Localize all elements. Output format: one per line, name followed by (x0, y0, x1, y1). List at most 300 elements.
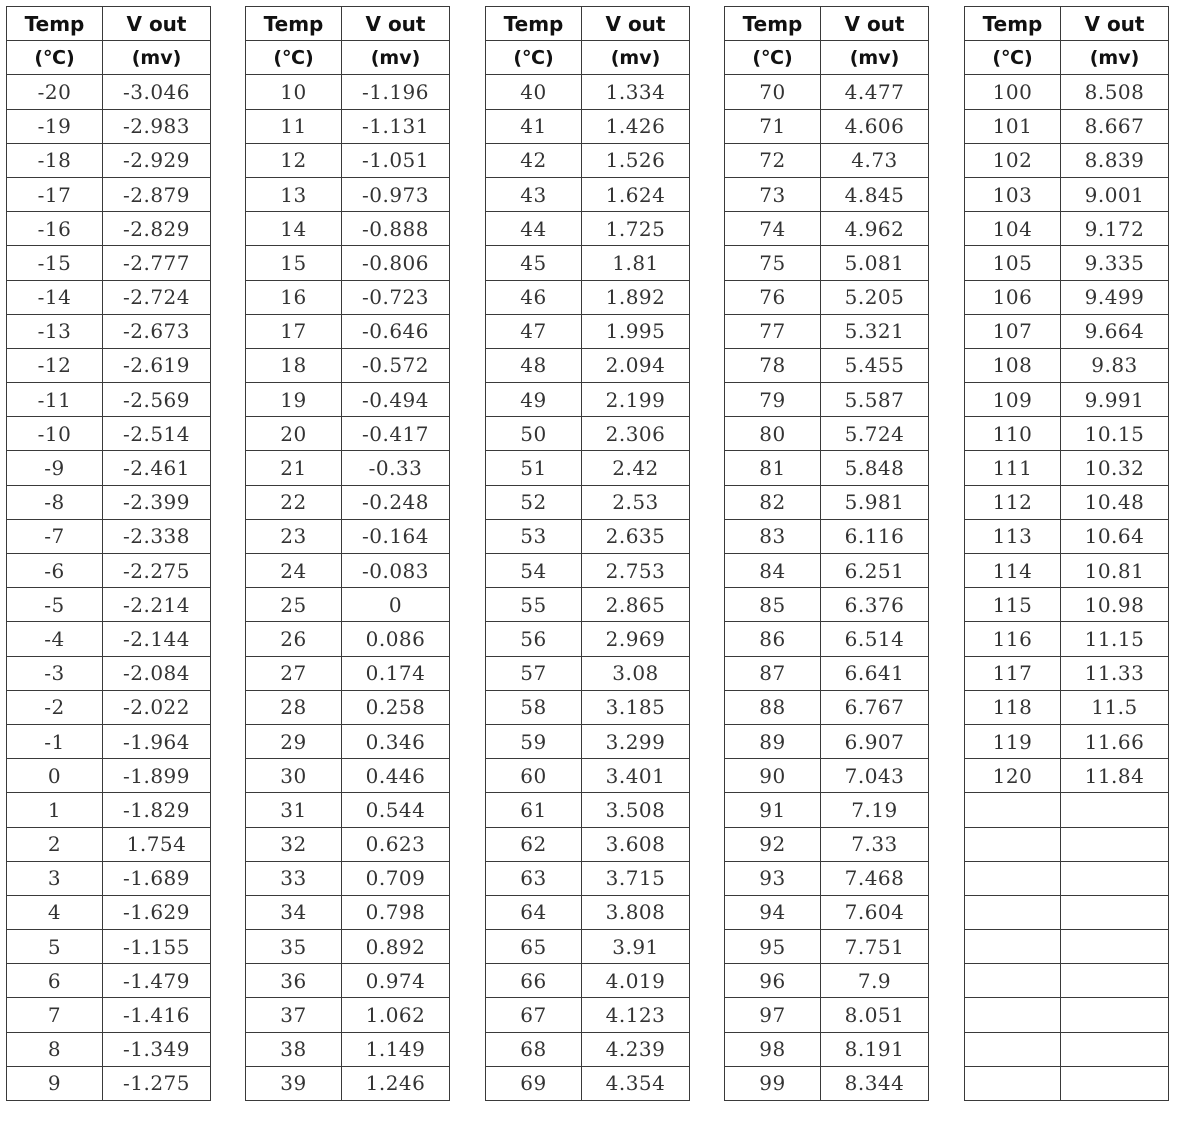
header-row (486, 7, 690, 41)
table-row (486, 964, 690, 998)
temp-cell: 36 (246, 964, 342, 998)
vout-cell: -2.214 (103, 588, 211, 622)
table-row (965, 143, 1169, 177)
table-row (486, 246, 690, 280)
temp-cell (965, 998, 1061, 1032)
vout-cell: -2.514 (103, 417, 211, 451)
temp-unit-header: (℃) (486, 41, 582, 75)
temp-cell: 18 (246, 348, 342, 382)
vout-cell: 3.08 (582, 656, 690, 690)
vout-cell: 5.205 (821, 280, 929, 314)
vout-cell: -0.494 (342, 383, 450, 417)
vout-cell: -1.051 (342, 143, 450, 177)
temp-cell: 24 (246, 554, 342, 588)
vout-cell: -2.777 (103, 246, 211, 280)
table-row (725, 861, 929, 895)
temp-cell: -16 (7, 212, 103, 246)
vout-cell: 8.667 (1061, 109, 1169, 143)
vout-cell: 3.715 (582, 861, 690, 895)
table-row (965, 109, 1169, 143)
temp-cell: 8 (7, 1032, 103, 1066)
vout-cell: 4.019 (582, 964, 690, 998)
table-row (7, 485, 211, 519)
table-row (246, 1066, 450, 1100)
table-group-3 (485, 6, 690, 1101)
temp-cell (965, 1066, 1061, 1100)
vout-cell: 4.606 (821, 109, 929, 143)
vout-cell: 2.753 (582, 554, 690, 588)
table-row (7, 998, 211, 1032)
table-row (486, 143, 690, 177)
vout-header: V out (342, 7, 450, 41)
table-row (725, 793, 929, 827)
vout-cell: 6.641 (821, 656, 929, 690)
temp-cell: 78 (725, 348, 821, 382)
temp-cell: 58 (486, 690, 582, 724)
temp-cell: 15 (246, 246, 342, 280)
temp-cell (965, 793, 1061, 827)
table-row (725, 383, 929, 417)
vout-cell: 5.081 (821, 246, 929, 280)
vout-cell: -2.022 (103, 690, 211, 724)
temp-cell: 96 (725, 964, 821, 998)
table-row (246, 417, 450, 451)
unit-row (246, 41, 450, 75)
table-row (486, 519, 690, 553)
vout-cell: 0.086 (342, 622, 450, 656)
table-row (486, 212, 690, 246)
table-row (725, 1066, 929, 1100)
table-row (965, 417, 1169, 451)
vout-cell: 1.526 (582, 143, 690, 177)
temp-cell: 73 (725, 177, 821, 211)
table-row (486, 348, 690, 382)
temp-cell: 57 (486, 656, 582, 690)
vout-cell: -2.461 (103, 451, 211, 485)
vout-cell: 1.624 (582, 177, 690, 211)
table-row (246, 656, 450, 690)
temp-cell: 40 (486, 75, 582, 109)
vout-cell (1061, 895, 1169, 929)
temp-cell: 108 (965, 348, 1061, 382)
temp-cell: 61 (486, 793, 582, 827)
table-row (725, 485, 929, 519)
temp-cell: 104 (965, 212, 1061, 246)
vout-cell: 11.33 (1061, 656, 1169, 690)
vout-header: V out (103, 7, 211, 41)
table-row (7, 690, 211, 724)
vout-cell: 4.123 (582, 998, 690, 1032)
vout-cell: 9.499 (1061, 280, 1169, 314)
vout-cell: -0.572 (342, 348, 450, 382)
table-row (7, 964, 211, 998)
vout-cell: 1.892 (582, 280, 690, 314)
temp-cell: 42 (486, 143, 582, 177)
table-row (725, 690, 929, 724)
vout-cell: 3.185 (582, 690, 690, 724)
temp-cell: 31 (246, 793, 342, 827)
table-row (725, 588, 929, 622)
temp-cell: 80 (725, 417, 821, 451)
temp-cell: 94 (725, 895, 821, 929)
temp-cell: 109 (965, 383, 1061, 417)
table-row (7, 348, 211, 382)
table-row (7, 622, 211, 656)
temp-header: Temp (7, 7, 103, 41)
temp-cell: 86 (725, 622, 821, 656)
table-row (725, 998, 929, 1032)
table-row (246, 1032, 450, 1066)
vout-cell: 10.32 (1061, 451, 1169, 485)
temp-cell: 59 (486, 724, 582, 758)
vout-cell: 3.608 (582, 827, 690, 861)
temp-cell (965, 827, 1061, 861)
temp-cell: 34 (246, 895, 342, 929)
table-row (725, 622, 929, 656)
table-row (7, 519, 211, 553)
temp-cell: 62 (486, 827, 582, 861)
vout-cell: 10.81 (1061, 554, 1169, 588)
unit-row (965, 41, 1169, 75)
temp-cell: -11 (7, 383, 103, 417)
temp-cell: -18 (7, 143, 103, 177)
vout-cell: 2.42 (582, 451, 690, 485)
vout-cell: -1.155 (103, 930, 211, 964)
temp-cell: -5 (7, 588, 103, 622)
vout-cell: 2.53 (582, 485, 690, 519)
vout-cell: -1.629 (103, 895, 211, 929)
temp-cell (965, 861, 1061, 895)
vout-cell: -2.724 (103, 280, 211, 314)
table-row (246, 451, 450, 485)
table-row (246, 588, 450, 622)
vout-cell: -1.829 (103, 793, 211, 827)
table-row (725, 519, 929, 553)
temp-cell: 37 (246, 998, 342, 1032)
table-row (246, 280, 450, 314)
table-row (7, 177, 211, 211)
vout-cell: 4.73 (821, 143, 929, 177)
temp-cell: 7 (7, 998, 103, 1032)
vout-cell: 10.15 (1061, 417, 1169, 451)
table-row (965, 212, 1169, 246)
table-row (7, 1032, 211, 1066)
vout-cell: -1.275 (103, 1066, 211, 1100)
temp-cell: -20 (7, 75, 103, 109)
table-row (725, 554, 929, 588)
unit-row (725, 41, 929, 75)
vout-cell: 11.84 (1061, 759, 1169, 793)
temp-cell: 55 (486, 588, 582, 622)
table-row (725, 964, 929, 998)
temp-cell: 29 (246, 724, 342, 758)
temp-cell: 60 (486, 759, 582, 793)
temp-cell: 32 (246, 827, 342, 861)
table-row (725, 656, 929, 690)
temp-cell: 99 (725, 1066, 821, 1100)
table-row (486, 656, 690, 690)
vout-cell: 1.246 (342, 1066, 450, 1100)
temp-cell: 23 (246, 519, 342, 553)
vout-cell: -1.196 (342, 75, 450, 109)
vout-cell: 1.754 (103, 827, 211, 861)
vout-cell: -2.619 (103, 348, 211, 382)
table-row (7, 417, 211, 451)
temp-cell: 90 (725, 759, 821, 793)
vout-cell: 8.051 (821, 998, 929, 1032)
vout-cell: 11.5 (1061, 690, 1169, 724)
vout-cell: 7.468 (821, 861, 929, 895)
table-row (965, 656, 1169, 690)
table-row (7, 588, 211, 622)
temp-cell: 12 (246, 143, 342, 177)
table-row (486, 109, 690, 143)
vout-cell: 10.48 (1061, 485, 1169, 519)
vout-cell: 6.251 (821, 554, 929, 588)
table-row (725, 246, 929, 280)
table-row (246, 314, 450, 348)
table-row (246, 212, 450, 246)
table-row (725, 75, 929, 109)
vout-unit-header: (mv) (582, 41, 690, 75)
vout-cell: 9.335 (1061, 246, 1169, 280)
temp-cell: 9 (7, 1066, 103, 1100)
temp-cell: 117 (965, 656, 1061, 690)
table-row (486, 177, 690, 211)
vout-unit-header: (mv) (103, 41, 211, 75)
temp-cell: 110 (965, 417, 1061, 451)
temp-cell: 44 (486, 212, 582, 246)
table-row (965, 280, 1169, 314)
temp-cell: 113 (965, 519, 1061, 553)
table-row (246, 485, 450, 519)
temp-cell: 100 (965, 75, 1061, 109)
table-row (725, 143, 929, 177)
table-row (486, 383, 690, 417)
temp-cell: 26 (246, 622, 342, 656)
temp-cell: 103 (965, 177, 1061, 211)
table-row (486, 554, 690, 588)
vout-cell: 5.455 (821, 348, 929, 382)
vout-cell: 2.865 (582, 588, 690, 622)
temp-cell: 120 (965, 759, 1061, 793)
table-row (486, 998, 690, 1032)
temp-unit-header: (℃) (725, 41, 821, 75)
table-row (246, 827, 450, 861)
temp-cell: 102 (965, 143, 1061, 177)
vout-cell: 2.306 (582, 417, 690, 451)
temp-cell: -7 (7, 519, 103, 553)
temp-header: Temp (246, 7, 342, 41)
temp-cell (965, 930, 1061, 964)
table-row (246, 246, 450, 280)
temp-cell: 14 (246, 212, 342, 246)
vout-cell: 2.635 (582, 519, 690, 553)
table-row (246, 383, 450, 417)
temp-cell: 76 (725, 280, 821, 314)
vout-cell: -0.806 (342, 246, 450, 280)
temp-unit-header: (℃) (7, 41, 103, 75)
vout-cell: 4.477 (821, 75, 929, 109)
vout-unit-header: (mv) (342, 41, 450, 75)
vout-cell (1061, 998, 1169, 1032)
vout-unit-header: (mv) (1061, 41, 1169, 75)
temp-cell: 20 (246, 417, 342, 451)
vout-cell: -0.646 (342, 314, 450, 348)
table-row (965, 485, 1169, 519)
table-row (725, 759, 929, 793)
table-row (486, 314, 690, 348)
temp-cell: 65 (486, 930, 582, 964)
temp-cell: 112 (965, 485, 1061, 519)
table-row (246, 519, 450, 553)
table-row (7, 793, 211, 827)
temp-cell: 92 (725, 827, 821, 861)
vout-cell: 11.66 (1061, 724, 1169, 758)
table-row (246, 690, 450, 724)
temp-cell: 17 (246, 314, 342, 348)
table-row (486, 622, 690, 656)
table-group-1 (6, 6, 211, 1101)
temp-cell: 106 (965, 280, 1061, 314)
temp-cell: 38 (246, 1032, 342, 1066)
table-row (486, 724, 690, 758)
temp-cell: 53 (486, 519, 582, 553)
table-row (965, 75, 1169, 109)
table-row (486, 759, 690, 793)
header-row (965, 7, 1169, 41)
vout-cell: -0.083 (342, 554, 450, 588)
vout-cell: 7.604 (821, 895, 929, 929)
table-row (7, 656, 211, 690)
vout-cell: 7.19 (821, 793, 929, 827)
temp-cell: 10 (246, 75, 342, 109)
table-row (725, 895, 929, 929)
table-row (725, 348, 929, 382)
vout-cell: 1.725 (582, 212, 690, 246)
table-row (725, 930, 929, 964)
temp-cell: 11 (246, 109, 342, 143)
temp-cell: 49 (486, 383, 582, 417)
temp-cell: 51 (486, 451, 582, 485)
vout-cell: -2.879 (103, 177, 211, 211)
vout-cell: 2.969 (582, 622, 690, 656)
table-row (965, 930, 1169, 964)
temp-cell: 72 (725, 143, 821, 177)
table-row (486, 1066, 690, 1100)
table-row (7, 314, 211, 348)
vout-cell: 9.001 (1061, 177, 1169, 211)
temp-cell: 50 (486, 417, 582, 451)
temp-header: Temp (725, 7, 821, 41)
table-row (965, 554, 1169, 588)
temp-cell: 71 (725, 109, 821, 143)
table-row (7, 212, 211, 246)
table-row (725, 417, 929, 451)
vout-cell: -0.248 (342, 485, 450, 519)
vout-cell: 4.845 (821, 177, 929, 211)
vout-cell: -2.399 (103, 485, 211, 519)
table-row (246, 895, 450, 929)
vout-cell: 0.709 (342, 861, 450, 895)
temp-cell: 54 (486, 554, 582, 588)
temp-cell: 95 (725, 930, 821, 964)
table-row (486, 451, 690, 485)
vout-header: V out (821, 7, 929, 41)
temp-cell: 75 (725, 246, 821, 280)
temp-cell: 91 (725, 793, 821, 827)
vout-cell: 7.043 (821, 759, 929, 793)
table-row (725, 314, 929, 348)
temp-cell: 88 (725, 690, 821, 724)
temp-cell: 0 (7, 759, 103, 793)
table-row (725, 827, 929, 861)
table-row (7, 143, 211, 177)
vout-cell: 0.446 (342, 759, 450, 793)
temp-cell: -17 (7, 177, 103, 211)
temp-cell: 74 (725, 212, 821, 246)
vout-cell: 6.514 (821, 622, 929, 656)
table-row (7, 75, 211, 109)
vout-cell: 3.401 (582, 759, 690, 793)
temp-cell: 77 (725, 314, 821, 348)
temp-cell: 116 (965, 622, 1061, 656)
vout-cell: 5.321 (821, 314, 929, 348)
temp-cell: 82 (725, 485, 821, 519)
vout-header: V out (582, 7, 690, 41)
vout-cell: 0.346 (342, 724, 450, 758)
vout-cell: -2.569 (103, 383, 211, 417)
vout-cell (1061, 1066, 1169, 1100)
table-row (965, 759, 1169, 793)
temp-cell: 39 (246, 1066, 342, 1100)
vout-cell: 6.116 (821, 519, 929, 553)
temp-cell: 63 (486, 861, 582, 895)
table-row (246, 109, 450, 143)
temp-cell: 85 (725, 588, 821, 622)
table-row (246, 177, 450, 211)
vout-cell: 1.426 (582, 109, 690, 143)
table-row (486, 485, 690, 519)
table-row (246, 554, 450, 588)
vout-cell: 6.767 (821, 690, 929, 724)
vout-cell: -0.888 (342, 212, 450, 246)
temp-cell: 25 (246, 588, 342, 622)
vout-cell (1061, 930, 1169, 964)
vout-cell: -2.929 (103, 143, 211, 177)
temp-cell: -2 (7, 690, 103, 724)
vout-cell: 0.174 (342, 656, 450, 690)
table-row (7, 1066, 211, 1100)
table-row (486, 75, 690, 109)
temp-unit-header: (℃) (246, 41, 342, 75)
table-row (486, 417, 690, 451)
temp-cell: 115 (965, 588, 1061, 622)
vout-cell: 1.995 (582, 314, 690, 348)
vout-cell: 0.974 (342, 964, 450, 998)
vout-cell: 7.33 (821, 827, 929, 861)
temp-cell: 6 (7, 964, 103, 998)
vout-cell: 3.808 (582, 895, 690, 929)
table-row (965, 895, 1169, 929)
vout-cell: -0.33 (342, 451, 450, 485)
vout-cell: -1.131 (342, 109, 450, 143)
table-row (7, 246, 211, 280)
table-row (725, 1032, 929, 1066)
vout-cell (1061, 827, 1169, 861)
vout-cell: -0.973 (342, 177, 450, 211)
unit-row (486, 41, 690, 75)
